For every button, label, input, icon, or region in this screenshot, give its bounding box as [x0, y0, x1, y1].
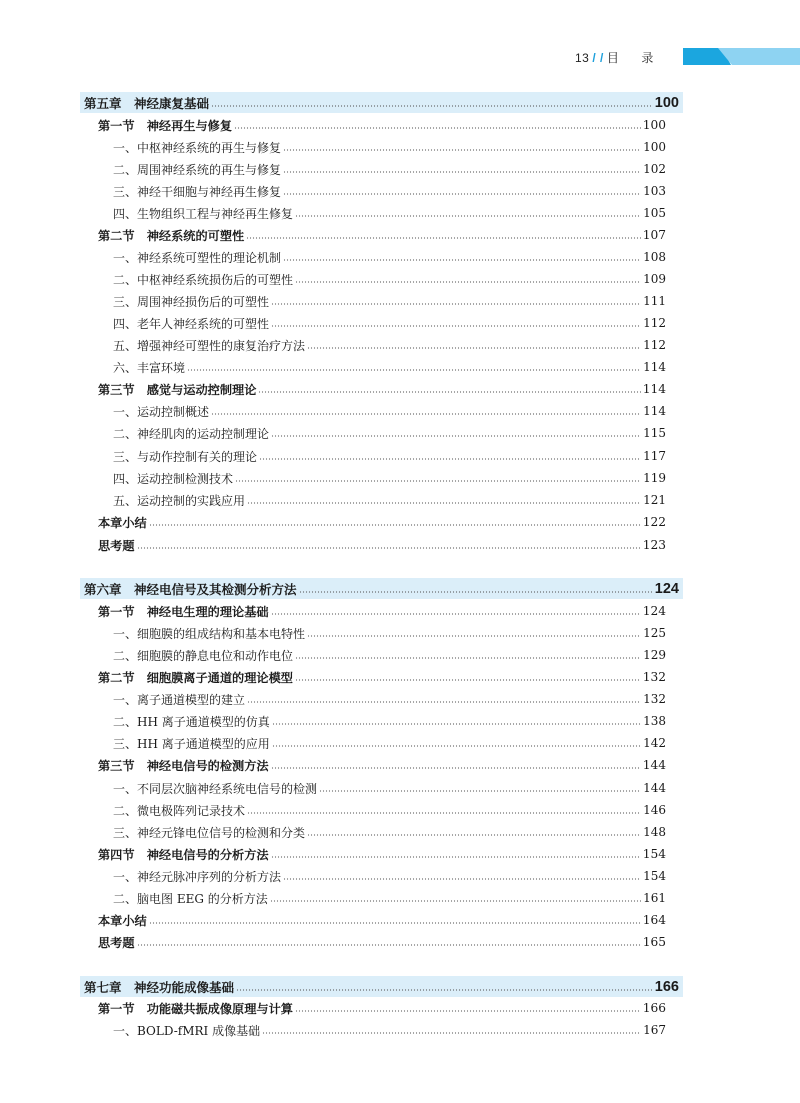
toc-entry-title: 第二节 神经系统的可塑性: [98, 228, 245, 243]
dot-leader: [283, 149, 641, 152]
toc-section-row[interactable]: [98, 844, 666, 864]
dot-leader: [271, 856, 641, 859]
toc-section-row[interactable]: [98, 379, 666, 399]
dot-leader: [259, 458, 641, 461]
toc-entry-title: 二、微电极阵列记录技术: [113, 803, 246, 818]
toc-entry-title: 思考题: [98, 935, 135, 950]
toc-entry-page-number: 167: [643, 1023, 666, 1037]
toc-entry-title: 三、与动作控制有关的理论: [113, 449, 258, 464]
header-section-char-1: 目: [606, 51, 620, 65]
toc-entry-page-number: 117: [643, 449, 666, 463]
toc-entry-page-number: 100: [643, 140, 666, 154]
toc-entry-page-number: 166: [654, 978, 679, 995]
dot-leader: [137, 944, 641, 947]
toc-entry-title: 第四节 神经电信号的分析方法: [98, 847, 269, 862]
toc-entry-title: 第一节 神经再生与修复: [98, 118, 233, 133]
toc-entry-page-number: 108: [643, 250, 666, 264]
toc-entry-title: 五、运动控制的实践应用: [113, 493, 246, 508]
toc-entry-page-number: 132: [643, 692, 666, 706]
toc-entry-title: 第一节 功能磁共振成像原理与计算: [98, 1001, 293, 1016]
toc-entry-page-number: 125: [643, 626, 666, 640]
dot-leader: [271, 325, 641, 328]
toc-entry-page-number: 114: [642, 382, 666, 396]
toc-entry-title: 一、BOLD-fMRI 成像基础: [113, 1023, 261, 1038]
toc-item-row[interactable]: [113, 446, 666, 466]
toc-item-row[interactable]: [113, 313, 666, 333]
toc-item-row[interactable]: [113, 800, 666, 820]
toc-entry-title: 二、脑电图 EEG 的分析方法: [113, 891, 268, 906]
toc-item-row[interactable]: [113, 159, 666, 179]
dot-leader: [211, 413, 641, 416]
toc-entry-page-number: 154: [642, 847, 666, 861]
dot-leader: [295, 657, 641, 660]
dot-leader: [271, 767, 641, 770]
toc-item-row[interactable]: [113, 689, 666, 709]
dot-leader: [295, 679, 641, 682]
toc-entry-title: 本章小结: [98, 515, 147, 530]
toc-item-row[interactable]: [113, 247, 666, 267]
toc-entry-title: 思考题: [98, 538, 135, 553]
toc-section-row[interactable]: [98, 998, 666, 1018]
toc-entry-page-number: 100: [654, 94, 679, 111]
dot-leader: [236, 988, 653, 991]
toc-entry-page-number: 124: [642, 604, 666, 618]
dot-leader: [211, 104, 653, 107]
toc-entry-title: 三、周围神经损伤后的可塑性: [113, 294, 270, 309]
toc-item-row[interactable]: [113, 291, 666, 311]
toc-entry-page-number: 114: [643, 360, 666, 374]
toc-item-row[interactable]: [113, 1020, 666, 1040]
toc-entry-page-number: 138: [643, 714, 666, 728]
toc-entry-title: 二、细胞膜的静息电位和动作电位: [113, 648, 294, 663]
toc-entry-page-number: 102: [643, 162, 666, 176]
dot-leader: [271, 613, 641, 616]
toc-section-row[interactable]: [98, 667, 666, 687]
dot-leader: [271, 435, 641, 438]
dot-leader: [283, 878, 641, 881]
dot-leader: [307, 834, 641, 837]
dot-leader: [149, 524, 641, 527]
toc-item-row[interactable]: [113, 645, 666, 665]
dot-leader: [307, 347, 641, 350]
toc-item-row[interactable]: [113, 335, 666, 355]
toc-entry-page-number: 166: [642, 1001, 666, 1015]
toc-summary-row[interactable]: [98, 910, 666, 930]
toc-entry-title: 一、中枢神经系统的再生与修复: [113, 140, 282, 155]
toc-entry-page-number: 114: [643, 404, 666, 418]
toc-summary-row[interactable]: [98, 535, 666, 555]
toc-item-row[interactable]: [113, 203, 666, 223]
toc-entry-title: 一、运动控制概述: [113, 404, 210, 419]
toc-section-row[interactable]: [98, 601, 666, 621]
toc-entry-page-number: 129: [643, 648, 666, 662]
dot-leader: [247, 701, 641, 704]
toc-entry-page-number: 119: [643, 471, 666, 485]
dot-leader: [272, 745, 641, 748]
dot-leader: [295, 1010, 641, 1013]
toc-item-row[interactable]: [113, 423, 666, 443]
dot-leader: [187, 369, 641, 372]
toc-section-row[interactable]: [98, 115, 666, 135]
toc-entry-title: 一、细胞膜的组成结构和基本电特性: [113, 626, 306, 641]
toc-entry-page-number: 123: [642, 538, 666, 552]
toc-entry-page-number: 109: [643, 272, 666, 286]
toc-section-row[interactable]: [98, 225, 666, 245]
toc-entry-page-number: 144: [643, 781, 666, 795]
toc-entry-title: 三、神经干细胞与神经再生修复: [113, 184, 282, 199]
header-page-number: 13: [575, 51, 590, 65]
toc-item-row[interactable]: [113, 888, 666, 908]
dot-leader: [283, 193, 641, 196]
dot-leader: [272, 723, 641, 726]
toc-item-row[interactable]: [113, 181, 666, 201]
toc-entry-page-number: 115: [643, 426, 666, 440]
toc-entry-title: 第三节 感觉与运动控制理论: [98, 382, 257, 397]
toc-entry-page-number: 100: [642, 118, 666, 132]
toc-entry-title: 三、HH 离子通道模型的应用: [113, 736, 270, 751]
toc-item-row[interactable]: [113, 711, 666, 731]
toc-entry-page-number: 121: [643, 493, 666, 507]
toc-item-row[interactable]: [113, 357, 666, 377]
toc-entry-page-number: 105: [643, 206, 666, 220]
toc-summary-row[interactable]: [98, 932, 666, 952]
toc-entry-page-number: 161: [643, 891, 666, 905]
dot-leader: [246, 237, 640, 240]
toc-entry-title: 第一节 神经电生理的理论基础: [98, 604, 269, 619]
dot-leader: [283, 259, 641, 262]
toc-summary-row[interactable]: [98, 512, 666, 532]
toc-entry-title: 第七章 神经功能成像基础: [84, 980, 235, 995]
toc-entry-title: 一、不同层次脑神经系统电信号的检测: [113, 781, 318, 796]
toc-entry-title: 第五章 神经康复基础: [84, 96, 210, 111]
running-header: [0, 48, 800, 68]
toc-chapter-row[interactable]: [80, 92, 683, 113]
dot-leader: [137, 547, 641, 550]
toc-entry-title: 一、神经元脉冲序列的分析方法: [113, 869, 282, 884]
toc-entry-title: 四、生物组织工程与神经再生修复: [113, 206, 294, 221]
toc-entry-page-number: 142: [643, 736, 666, 750]
toc-entry-page-number: 144: [642, 758, 666, 772]
toc-entry-page-number: 122: [642, 515, 666, 529]
toc-chapter-row[interactable]: [80, 578, 683, 599]
toc-item-row[interactable]: [113, 137, 666, 157]
toc-entry-title: 第六章 神经电信号及其检测分析方法: [84, 582, 297, 597]
toc-entry-page-number: 112: [643, 338, 666, 352]
toc-entry-title: 五、增强神经可塑性的康复治疗方法: [113, 338, 306, 353]
dot-leader: [235, 480, 641, 483]
dot-leader: [262, 1032, 641, 1035]
toc-entry-title: 二、中枢神经系统损伤后的可塑性: [113, 272, 294, 287]
toc-entry-title: 二、神经肌肉的运动控制理论: [113, 426, 270, 441]
dot-leader: [307, 635, 641, 638]
dot-leader: [234, 127, 641, 130]
toc-entry-title: 二、周围神经系统的再生与修复: [113, 162, 282, 177]
toc-entry-title: 本章小结: [98, 913, 147, 928]
dot-leader: [247, 502, 641, 505]
toc-entry-page-number: 146: [643, 803, 666, 817]
toc-entry-title: 四、运动控制检测技术: [113, 471, 234, 486]
toc-entry-title: 二、HH 离子通道模型的仿真: [113, 714, 270, 729]
toc-entry-title: 六、丰富环境: [113, 360, 186, 375]
toc-entry-page-number: 124: [654, 580, 679, 597]
toc-entry-page-number: 164: [642, 913, 666, 927]
toc-item-row[interactable]: [113, 490, 666, 510]
toc-entry-page-number: 132: [642, 670, 666, 684]
toc-entry-title: 第二节 细胞膜离子通道的理论模型: [98, 670, 293, 685]
dot-leader: [149, 922, 641, 925]
dot-leader: [270, 900, 641, 903]
toc-entry-title: 一、神经系统可塑性的理论机制: [113, 250, 282, 265]
header-text: [575, 49, 654, 66]
toc-entry-title: 四、老年人神经系统的可塑性: [113, 316, 270, 331]
toc-entry-title: 一、离子通道模型的建立: [113, 692, 246, 707]
header-section-char-2: 录: [641, 51, 654, 65]
toc-entry-title: 第三节 神经电信号的检测方法: [98, 758, 269, 773]
dot-leader: [283, 171, 641, 174]
toc-item-row[interactable]: [113, 269, 666, 289]
toc-item-row[interactable]: [113, 866, 666, 886]
dot-leader: [247, 812, 641, 815]
dot-leader: [295, 281, 641, 284]
toc-item-row[interactable]: [113, 822, 666, 842]
dot-leader: [319, 790, 641, 793]
dot-leader: [295, 215, 641, 218]
toc-entry-page-number: 103: [643, 184, 666, 198]
toc-entry-page-number: 165: [642, 935, 666, 949]
toc-entry-page-number: 154: [643, 869, 666, 883]
toc-entry-page-number: 111: [643, 294, 666, 308]
toc-entry-page-number: 107: [642, 228, 666, 242]
toc-item-row[interactable]: [113, 468, 666, 488]
toc-chapter-row[interactable]: [80, 976, 683, 997]
toc-entry-page-number: 148: [643, 825, 666, 839]
header-slashes: / /: [592, 51, 604, 65]
toc-entry-page-number: 112: [643, 316, 666, 330]
dot-leader: [299, 590, 653, 593]
header-accent-band-light: [718, 48, 800, 65]
toc-section-row[interactable]: [98, 755, 666, 775]
dot-leader: [258, 391, 640, 394]
toc-item-row[interactable]: [113, 401, 666, 421]
toc-item-row[interactable]: [113, 623, 666, 643]
dot-leader: [271, 303, 641, 306]
toc-item-row[interactable]: [113, 733, 666, 753]
toc-entry-title: 三、神经元锋电位信号的检测和分类: [113, 825, 306, 840]
toc-item-row[interactable]: [113, 778, 666, 798]
